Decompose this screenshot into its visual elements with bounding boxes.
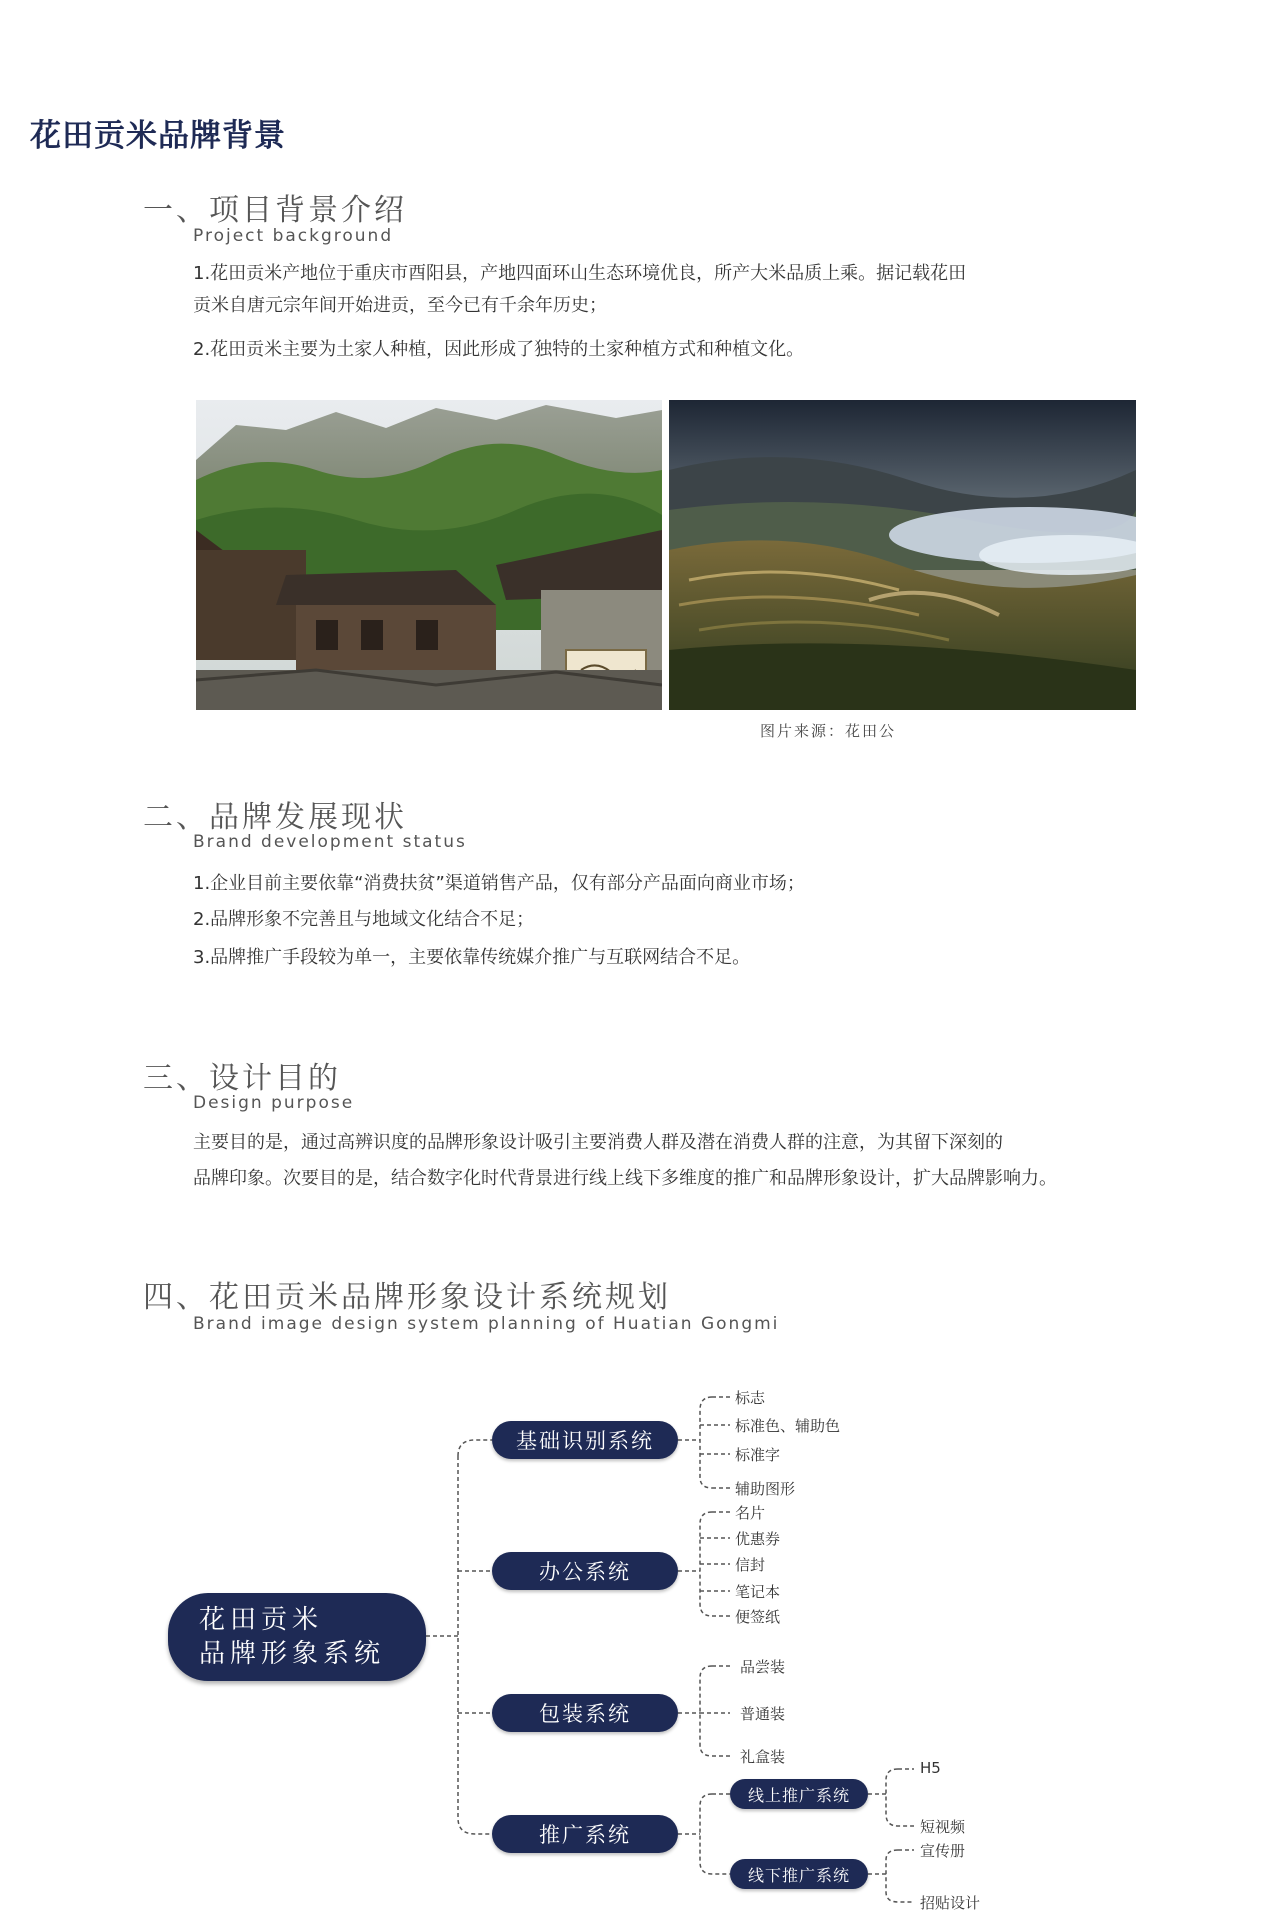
leaf-h5: H5 xyxy=(920,1759,941,1777)
root-label-line-2: 品牌形象系统 xyxy=(199,1639,386,1669)
leaf-envelope: 信封 xyxy=(735,1556,766,1574)
section-2-subtitle: Brand development status xyxy=(193,832,467,852)
leaf-auxiliary-graphics: 辅助图形 xyxy=(735,1480,796,1498)
section-1-title: 一、项目背景介绍 xyxy=(143,193,407,228)
section-3-subtitle: Design purpose xyxy=(193,1093,355,1113)
branch-office: 办公系统 xyxy=(492,1552,678,1590)
leaf-regular-pack: 普通装 xyxy=(740,1705,786,1723)
leaf-gift-box: 礼盒装 xyxy=(740,1748,786,1766)
leaf-standard-colors: 标准色、辅助色 xyxy=(735,1417,841,1435)
photo-caption: 图片来源：花田公 xyxy=(760,722,897,740)
branch-promotion: 推广系统 xyxy=(492,1815,678,1853)
leaf-business-card: 名片 xyxy=(735,1504,766,1522)
section-1-paragraph-2: 贡米自唐元宗年间开始进贡，至今已有千余年历史； xyxy=(193,295,607,316)
sub-offline-promotion: 线下推广系统 xyxy=(730,1859,868,1889)
leaf-standard-font: 标准字 xyxy=(735,1446,781,1464)
leaf-poster-design: 招贴设计 xyxy=(920,1894,981,1912)
root-label-line-1: 花田贡米 xyxy=(199,1605,324,1635)
root-node xyxy=(168,1593,426,1681)
branch-basic-identity: 基础识别系统 xyxy=(492,1421,678,1459)
section-3-title: 三、设计目的 xyxy=(143,1061,341,1096)
section-2-paragraph-1: 1.企业目前主要依靠“消费扶贫”渠道销售产品，仅有部分产品面向商业市场； xyxy=(193,873,805,894)
leaf-logo: 标志 xyxy=(735,1389,766,1407)
sub-online-promotion: 线上推广系统 xyxy=(730,1779,868,1809)
section-2-title: 二、品牌发展现状 xyxy=(143,800,407,835)
section-4-subtitle: Brand image design system planning of Huatian Gongmi xyxy=(193,1314,780,1334)
section-2-paragraph-2: 2.品牌形象不完善且与地域文化结合不足； xyxy=(193,909,535,930)
leaf-brochure: 宣传册 xyxy=(920,1842,966,1860)
leaf-tasting-pack: 品尝装 xyxy=(740,1658,786,1676)
leaf-short-video: 短视频 xyxy=(920,1818,966,1836)
branch-packaging: 包装系统 xyxy=(492,1694,678,1732)
section-1-paragraph-3: 2.花田贡米主要为土家人种植，因此形成了独特的土家种植方式和种植文化。 xyxy=(193,339,805,360)
section-2-paragraph-3: 3.品牌推广手段较为单一，主要依靠传统媒介推广与互联网结合不足。 xyxy=(193,947,751,968)
section-3-paragraph-2: 品牌印象。次要目的是，结合数字化时代背景进行线上线下多维度的推广和品牌形象设计，扩大品牌影响力。 xyxy=(193,1168,1057,1189)
section-1-subtitle: Project background xyxy=(193,226,394,246)
section-3-paragraph-1: 主要目的是，通过高辨识度的品牌形象设计吸引主要消费人群及潜在消费人群的注意，为其留下深刻的 xyxy=(193,1132,1003,1153)
page-title: 花田贡米品牌背景 xyxy=(30,118,286,154)
leaf-notebook: 笔记本 xyxy=(735,1583,781,1601)
section-1-paragraph-1: 1.花田贡米产地位于重庆市酉阳县，产地四面环山生态环境优良，所产大米品质上乘。据记载花田 xyxy=(193,263,967,284)
section-4-title: 四、花田贡米品牌形象设计系统规划 xyxy=(143,1280,671,1315)
leaf-sticky-notes: 便签纸 xyxy=(735,1608,781,1626)
leaf-coupon: 优惠券 xyxy=(735,1530,781,1548)
